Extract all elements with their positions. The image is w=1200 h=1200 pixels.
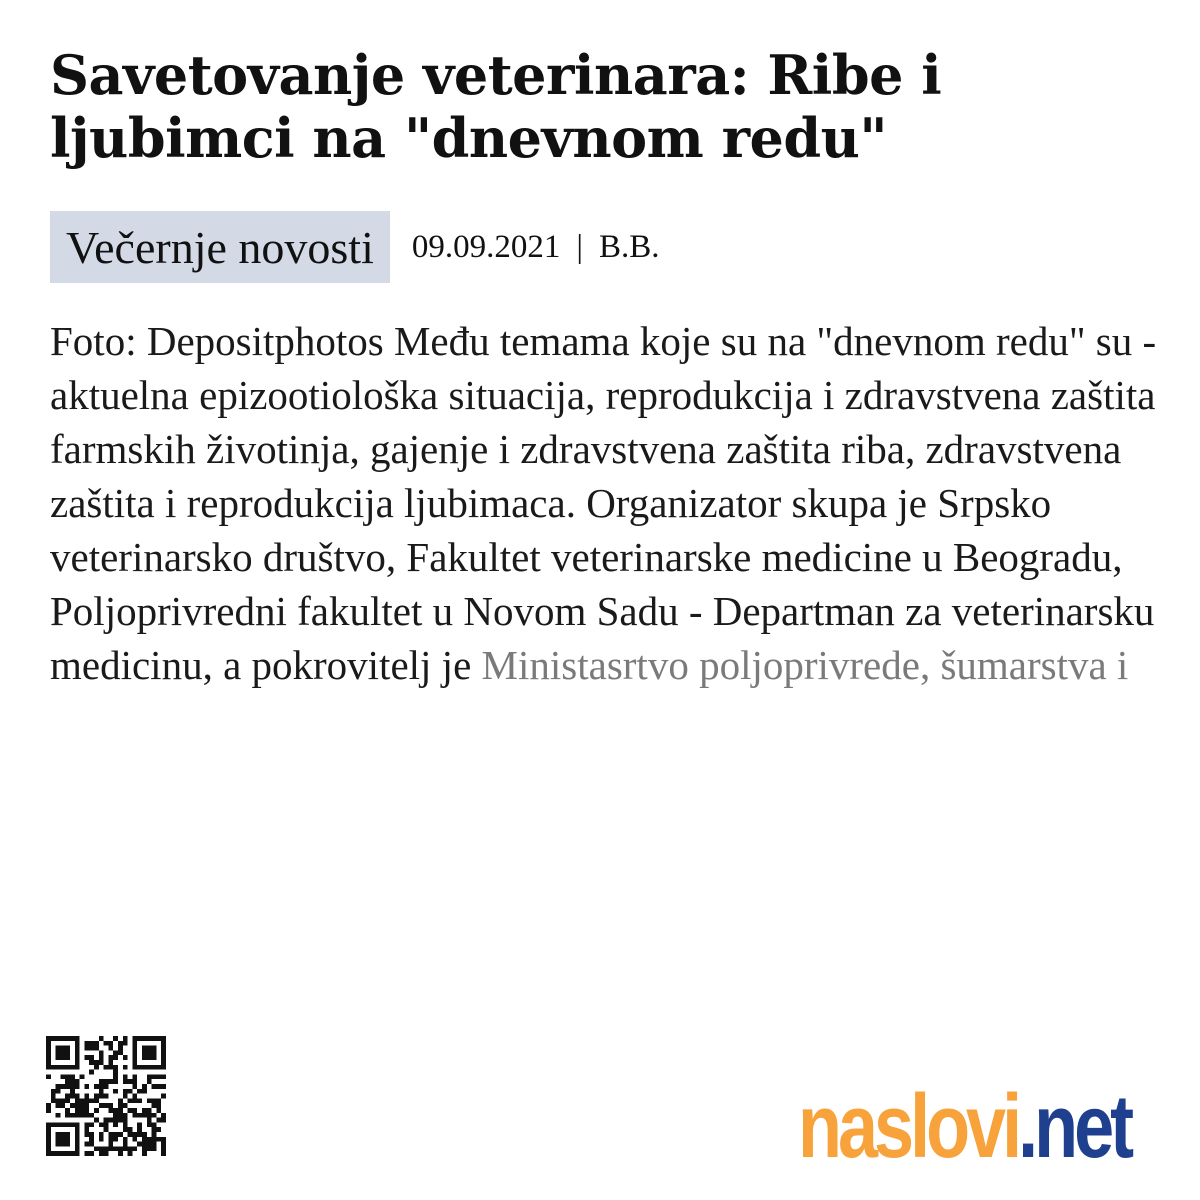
article-title: Savetovanje veterinara: Ribe i ljubimci na "dnevnom redu" (50, 43, 942, 170)
meta-info (412, 211, 660, 266)
naslovi-logo[interactable] (798, 1062, 1131, 1177)
logo-part-net: .net (1018, 1077, 1131, 1177)
article-author: B.B. (598, 229, 660, 265)
article-body (50, 314, 1160, 692)
logo-part-naslovi: naslovi (798, 1077, 1019, 1177)
source-badge[interactable]: Večernje novosti (50, 211, 390, 283)
article-date: 09.09.2021 (411, 229, 561, 265)
article-meta (50, 211, 660, 283)
meta-separator: | (576, 229, 583, 265)
article-body-text: Foto: Depositphotos Među temama koje su na "dnevnom redu" su - aktuelna epizootiološka situacija, reprodukcija i zdravstvena zaštita farmskih životinja, gajenje i zdravstvena zaštita riba, zdravstvena zaštita i reprodukcija ljubimaca. Organizator skupa je Srpsko veterinarsko društvo, Fakultet veterinarske medicine u Beogradu, Poljoprivredni fakultet u Novom Sadu - Departman za veterinarsku medicinu, a pokrovitelj je (50, 318, 1157, 688)
qr-code-icon[interactable] (46, 1036, 166, 1156)
article-body-faded: Ministasrtvo poljoprivrede, šumarstva i (481, 642, 1129, 688)
